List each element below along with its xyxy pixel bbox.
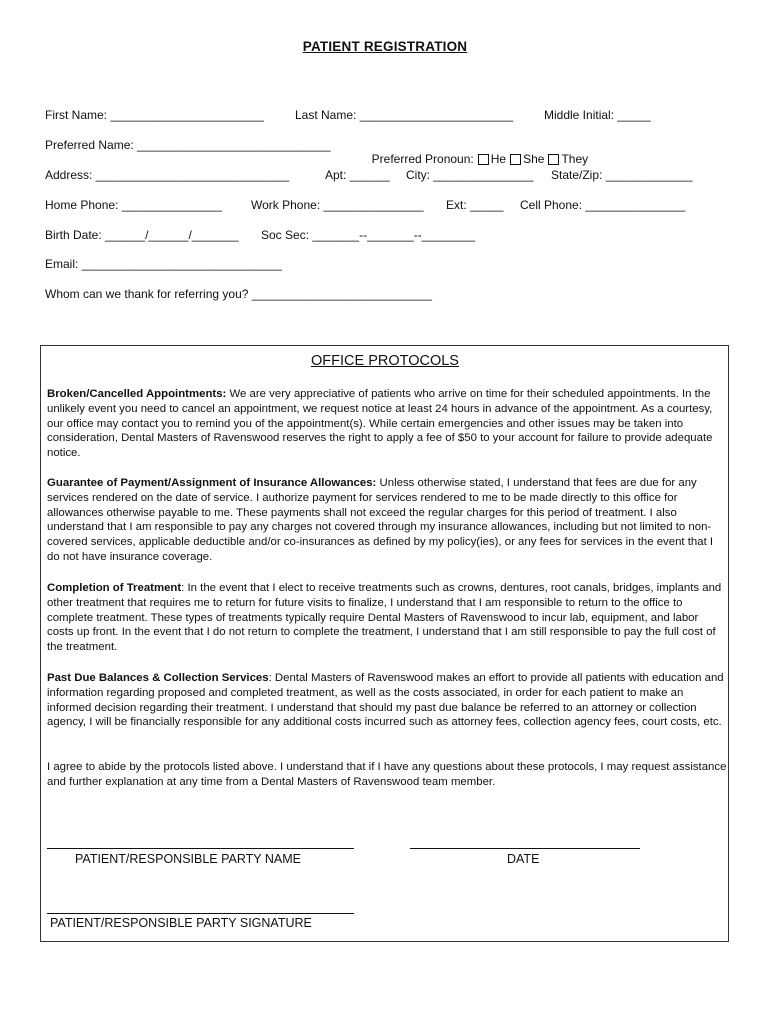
- agreement-paragraph: I agree to abide by the protocols listed above. I understand that if I have any questions about these protocols, I may request assistance and further explanation at any time from a Dental Masters of Ravenswood team member.: [47, 761, 727, 788]
- ext-field[interactable]: Ext: _____: [446, 198, 504, 212]
- apt-field[interactable]: Apt: ______: [325, 168, 390, 182]
- address-field[interactable]: Address: _____________________________: [45, 168, 290, 182]
- middle-initial-field[interactable]: Middle Initial: _____: [544, 108, 651, 122]
- page-title: PATIENT REGISTRATION: [302, 39, 468, 54]
- completion-treatment-text: : In the event that I elect to receive treatments such as crowns, dentures, root canals, bridges, implants and other treatment that requires me to return for future visits to finalize, I understand that I am responsible to return to the office to complete treatment. These types of treatments typically require Dental Masters of Ravenswood to incur lab, equipment, and labor costs up front. In the event that I do not return to complete the treatment, I understand that I am still responsible to pay the full cost of the treatment.: [47, 582, 722, 654]
- patient-name-label: PATIENT/RESPONSIBLE PARTY NAME: [75, 852, 301, 866]
- email-field[interactable]: Email: ______________________________: [45, 257, 282, 271]
- signature-label: PATIENT/RESPONSIBLE PARTY SIGNATURE: [50, 916, 312, 930]
- date-line[interactable]: [410, 848, 640, 849]
- guarantee-payment-heading: Guarantee of Payment/Assignment of Insurance Allowances:: [47, 477, 377, 489]
- preferred-pronoun-label: Preferred Pronoun:: [371, 152, 474, 166]
- preferred-name-field[interactable]: Preferred Name: _____________________________: [45, 138, 331, 152]
- past-due-heading: Past Due Balances & Collection Services: [47, 672, 269, 684]
- preferred-pronoun-group: [365, 138, 588, 166]
- past-due-text: : Dental Masters of Ravenswood makes an effort to provide all patients with education and information regarding proposed and completed treatment, as well as the costs associated, in order for each patient to make an informed decision regarding their treatment. I understand that should my past due balance be referred to an attorney or collection agency, I will be financially responsible for any additional costs incurred such as attorney fees, collection agency fees, court costs, etc.: [47, 672, 724, 729]
- pronoun-she-label: She: [523, 152, 545, 166]
- cell-phone-field[interactable]: Cell Phone: _______________: [520, 198, 686, 212]
- guarantee-payment-paragraph: [47, 476, 727, 565]
- signature-line[interactable]: [47, 913, 354, 914]
- referral-field[interactable]: Whom can we thank for referring you? ___________________________: [45, 287, 432, 301]
- birth-date-field[interactable]: Birth Date: ______/______/_______: [45, 228, 239, 242]
- completion-treatment-heading: Completion of Treatment: [47, 582, 182, 594]
- first-name-field[interactable]: First Name: _______________________: [45, 108, 264, 122]
- pronoun-he-checkbox[interactable]: [478, 154, 489, 165]
- guarantee-payment-text: Unless otherwise stated, I understand that fees are due for any services rendered on the date of service. I authorize payment for services rendered to me to be made directly to this office for allowances otherwise payable to me. These payments shall not exceed the regular charges for this period of treatment. I also understand that I am responsible to pay any charges not covered through my insurance allowances, including but not limited to non-covered services, applicable deductible and/or co-insurances as defined by my policy(ies), or any fees for services in the event that I do not have insurance coverage.: [47, 477, 714, 563]
- patient-name-line[interactable]: [47, 848, 354, 849]
- soc-sec-field[interactable]: Soc Sec: _______--_______--________: [261, 228, 476, 242]
- last-name-field[interactable]: Last Name: _______________________: [295, 108, 514, 122]
- completion-treatment-paragraph: [47, 581, 727, 655]
- state-zip-field[interactable]: State/Zip: _____________: [551, 168, 693, 182]
- work-phone-field[interactable]: Work Phone: _______________: [251, 198, 424, 212]
- date-label: DATE: [507, 852, 540, 866]
- pronoun-he-label: He: [490, 152, 507, 166]
- city-field[interactable]: City: _______________: [406, 168, 534, 182]
- broken-cancelled-text: We are very appreciative of patients who arrive on time for their scheduled appointments. In the unlikely event you need to cancel an appointment, we request notice at least 24 hours in advance of the appointment. As a courtesy, our office may contact you to remind you of the appointment(s). While certain emergencies and other issues may be taken into consideration, Dental Masters of Ravenswood reserves the right to apply a fee of $50 to your account for failure to provide adequate notice.: [47, 388, 713, 460]
- broken-cancelled-heading: Broken/Cancelled Appointments:: [47, 388, 227, 400]
- home-phone-field[interactable]: Home Phone: _______________: [45, 198, 222, 212]
- pronoun-they-checkbox[interactable]: [548, 154, 559, 165]
- office-protocols-title: OFFICE PROTOCOLS: [311, 353, 459, 369]
- past-due-paragraph: [47, 671, 727, 730]
- broken-cancelled-paragraph: [47, 387, 727, 461]
- pronoun-they-label: They: [561, 152, 589, 166]
- pronoun-she-checkbox[interactable]: [510, 154, 521, 165]
